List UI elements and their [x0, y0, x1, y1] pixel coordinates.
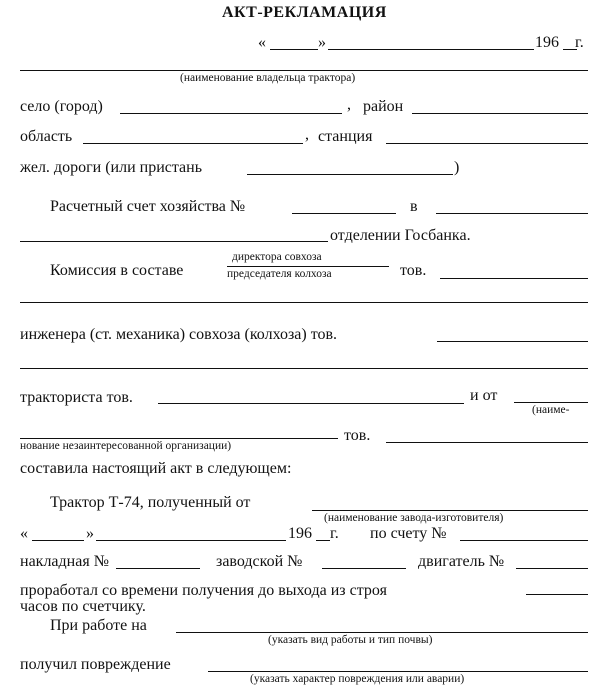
district-label: район [363, 98, 404, 115]
engineer-continue-field[interactable] [20, 368, 588, 369]
name-caption-end: нование незаинтересованной организации) [20, 440, 232, 452]
date-day-field[interactable] [270, 49, 318, 50]
commission-frac-bar [227, 266, 389, 267]
district-comma: , [347, 96, 351, 113]
date2-year-suffix: г. [330, 525, 339, 542]
commission-head-field[interactable] [440, 278, 588, 279]
railway-close: ) [454, 159, 460, 176]
hours-text: часов по счетчику. [20, 598, 146, 615]
village-label: село (город) [20, 98, 103, 115]
bank-branch-field[interactable] [20, 241, 328, 242]
date2-month-field[interactable] [96, 540, 286, 541]
composed-text: составила настоящий акт в следующем: [20, 460, 292, 477]
commission-label: Комиссия в составе [50, 262, 184, 279]
date2-day-field[interactable] [32, 540, 84, 541]
railway-label: жел. дороги (или пристань [20, 159, 203, 176]
account-label: Расчетный счет хозяйства № [50, 198, 246, 215]
factory-no-label: заводской № [216, 553, 303, 570]
invoice-field[interactable] [460, 540, 588, 541]
owner-name-field[interactable] [20, 70, 588, 71]
factory-caption: (наименование завода-изготовителя) [324, 512, 504, 524]
region-label: область [20, 128, 73, 145]
form-title: АКТ-РЕКЛАМАЦИЯ [222, 4, 387, 21]
owner-caption: (наименование владельца трактора) [180, 72, 356, 84]
factory-field[interactable] [312, 510, 588, 511]
damage-caption: (указать характер повреждения или аварии) [250, 673, 465, 685]
damage-field[interactable] [208, 671, 588, 672]
account-in: в [410, 198, 418, 215]
organization-continue-field[interactable] [20, 438, 338, 439]
commission-frac-bottom: председателя колхоза [227, 268, 332, 280]
engineer-label: инженера (ст. механика) совхоза (колхоза) тов. [20, 326, 338, 343]
station-label: станция [318, 128, 373, 145]
organization-field[interactable] [514, 402, 588, 403]
name-caption-start: (наиме- [532, 404, 570, 416]
date-year: 196 [535, 34, 559, 51]
commission-frac-top: директора совхоза [232, 251, 322, 263]
engine-field[interactable] [516, 568, 588, 569]
worked-text: проработал со времени получения до выхода из строя [20, 582, 387, 599]
station-comma: , [305, 126, 309, 143]
date-open-quote: « [258, 34, 266, 51]
station-field[interactable] [386, 143, 588, 144]
waybill-label: накладная № [20, 553, 109, 570]
org-representative-field[interactable] [386, 442, 588, 443]
account-number-field[interactable] [292, 213, 396, 214]
worked-hours-field[interactable] [526, 594, 588, 595]
and-from-label: и от [470, 387, 498, 404]
org-tov: тов. [344, 427, 371, 444]
bank-branch-label: отделении Госбанка. [330, 227, 471, 244]
waybill-field[interactable] [116, 568, 200, 569]
village-field[interactable] [120, 113, 342, 114]
date-month-field[interactable] [328, 49, 534, 50]
damage-label: получил повреждение [20, 656, 171, 673]
work-label: При работе на [50, 617, 147, 634]
engineer-field[interactable] [437, 341, 588, 342]
invoice-label: по счету № [370, 525, 447, 542]
tractorist-field[interactable] [158, 403, 464, 404]
factory-no-field[interactable] [322, 568, 406, 569]
work-field[interactable] [176, 632, 588, 633]
tractor-label: Трактор Т-74, полученный от [50, 494, 251, 511]
commission-continue-field[interactable] [20, 302, 588, 303]
district-field[interactable] [412, 113, 588, 114]
date2-year: 196 [288, 525, 312, 542]
engine-label: двигатель № [418, 553, 505, 570]
railway-field[interactable] [247, 174, 453, 175]
date-year-suffix: г. [575, 34, 584, 51]
date-close-quote: » [318, 34, 326, 51]
region-field[interactable] [83, 143, 303, 144]
date2-year-field[interactable] [316, 540, 330, 541]
date2-close-quote: » [86, 525, 94, 542]
tractorist-label: тракториста тов. [20, 389, 133, 406]
date2-open-quote: « [20, 525, 28, 542]
work-caption: (указать вид работы и тип почвы) [268, 634, 433, 646]
bank-city-field[interactable] [436, 213, 588, 214]
commission-tov: тов. [400, 262, 427, 279]
